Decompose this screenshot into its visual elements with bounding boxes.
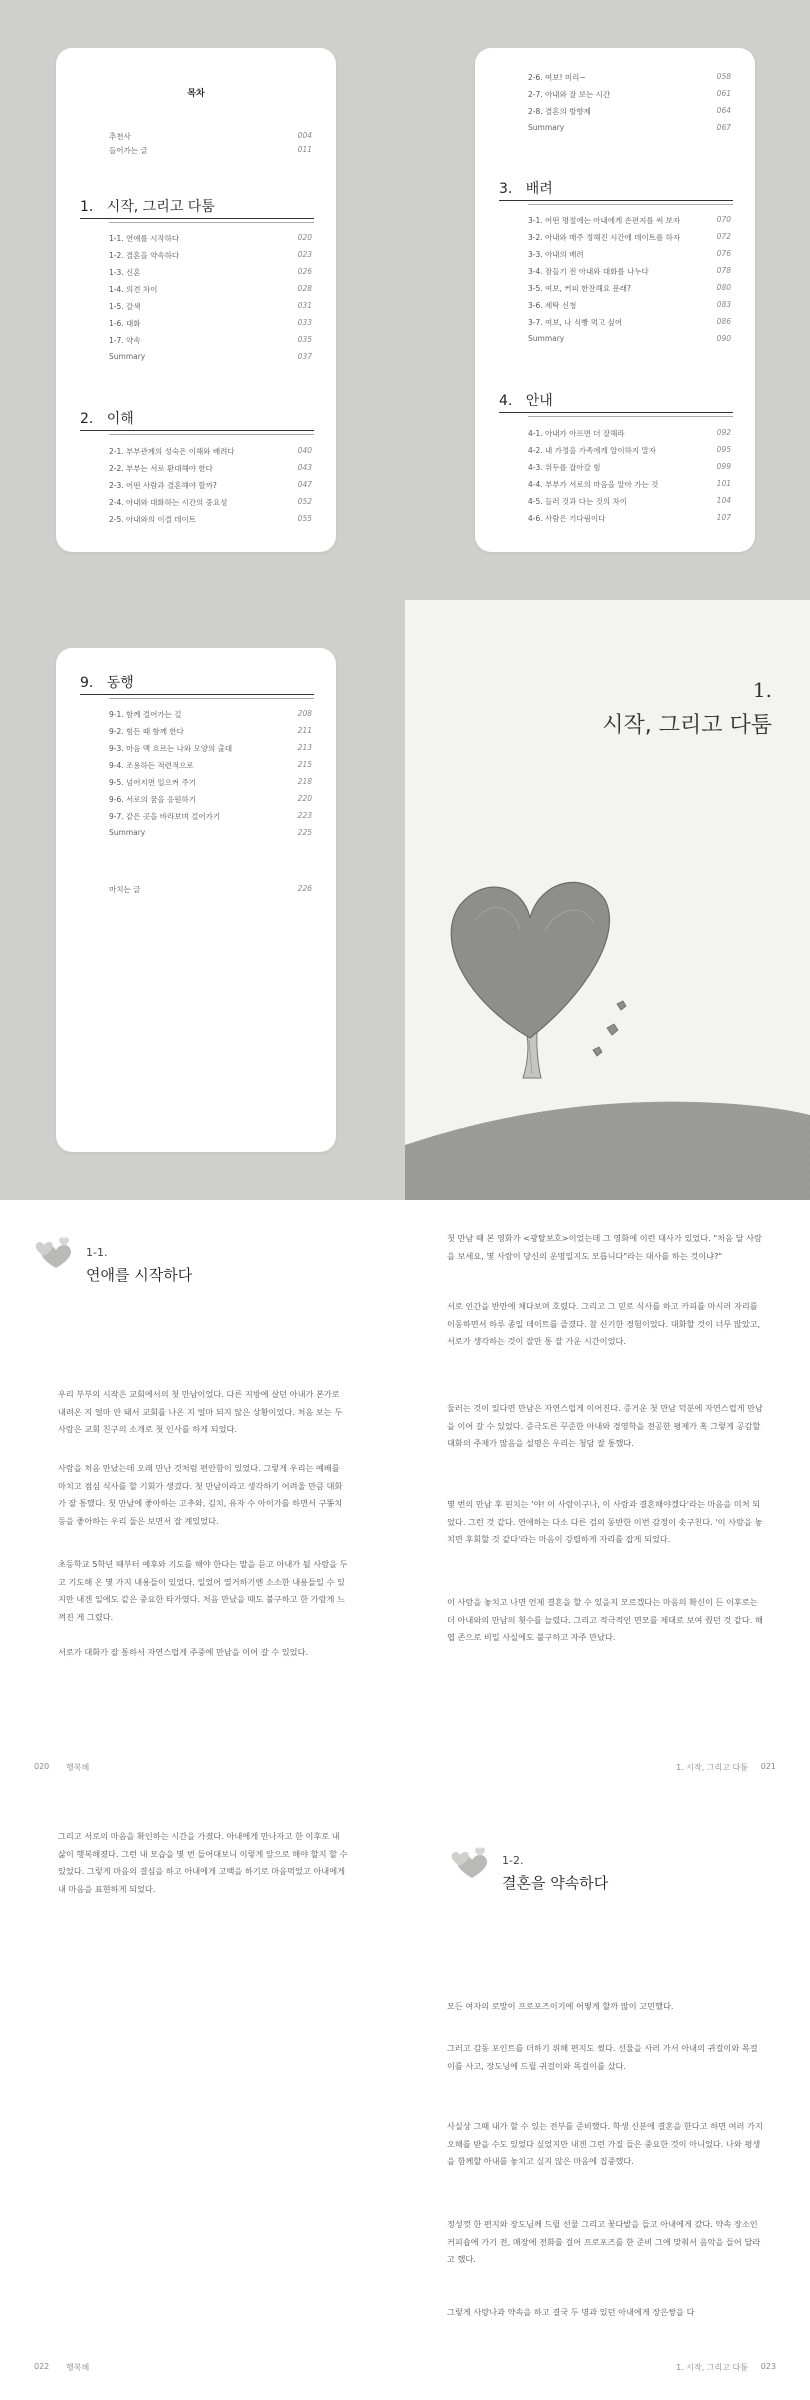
- toc-entry[interactable]: 추천사 004: [109, 131, 312, 141]
- chapter-subrule: [528, 416, 733, 417]
- chapter-heading[interactable]: 4. 안내: [499, 393, 553, 409]
- toc-entry[interactable]: 3-6. 세탁 신청 083: [528, 300, 731, 310]
- book-page-left: [0, 1200, 405, 1800]
- toc-title: 목차: [187, 89, 205, 99]
- folio-label: 행복해: [66, 2363, 90, 2372]
- chapter-heading[interactable]: 2. 이해: [80, 411, 134, 427]
- toc-entry[interactable]: 4-3. 위두를 잡아갈 힘 099: [528, 462, 731, 472]
- section-number: 1-1.: [86, 1246, 108, 1259]
- page-number: 020: [34, 1762, 50, 1771]
- chapter-subrule: [109, 222, 314, 223]
- chapter-rule: [499, 200, 733, 201]
- body-paragraph: 그렇게 사랑나과 약속을 하고 결국 두 명과 있던 아내에게 장은쌍을 다: [447, 2307, 695, 2317]
- toc-entry[interactable]: 2-2. 부부는 서로 환대해야 한다 043: [109, 463, 312, 473]
- toc-entry-closing[interactable]: 마치는 글 226: [109, 884, 312, 894]
- toc-entry[interactable]: 9-2. 힘든 때 함께 한다 211: [109, 726, 312, 736]
- chapter-rule: [80, 694, 314, 695]
- toc-entry[interactable]: 1-5. 갈색 031: [109, 301, 312, 311]
- chapter-subrule: [109, 434, 314, 435]
- section-title: 연애를 시작하다: [86, 1266, 193, 1284]
- toc-card-3: [56, 648, 336, 1152]
- chapter-heading[interactable]: 3. 배려: [499, 181, 553, 197]
- toc-entry[interactable]: 4-2. 내 가정을 가족에게 알이하지 말자 095: [528, 445, 731, 455]
- body-paragraph: 서로 인간을 반만에 채다보며 호렸다. 그리고 그 믿로 식사를 하고 카피를 마시러 자리를 이동하면서 하루 종일 데이트를 즐겼다. 참 신기한 경험이었다. 대화할 것이 너무 많았고, 서로가 생각하는 것이 잘만 통 잘 가운 시간이었다.: [447, 1301, 761, 1346]
- toc-entry-summary[interactable]: Summary 067: [528, 123, 731, 132]
- body-paragraph: 이 사람을 놓치고 나면 언제 결혼을 할 수 있을지 모르겠다는 마음의 확신이 든 이후로는 더 아내와의 만남의 횟수를 늘렸다. 그리고 적극적인 면모를 제대로 보여 줬던 것 같다. 해엽 존으로 비밀 사실에도 불구하고 자주 만났다.: [447, 1597, 763, 1642]
- toc-entry[interactable]: 2-7. 아내와 잘 보는 시간 061: [528, 89, 731, 99]
- chapter-opener-page: [405, 600, 810, 1200]
- section-title: 결혼을 약속하다: [502, 1874, 609, 1892]
- chapter-subrule: [528, 204, 733, 205]
- toc-entry[interactable]: 2-5. 아내와의 이결 데이트 055: [109, 514, 312, 524]
- toc-entry-summary[interactable]: Summary 225: [109, 828, 312, 837]
- chapter-title: 시작, 그리고 다툼: [602, 713, 772, 738]
- toc-entry[interactable]: 3-5. 여보, 커피 한잔해요 문래? 080: [528, 283, 731, 293]
- toc-card-1: [56, 48, 336, 552]
- chapter-heading[interactable]: 1. 시작, 그리고 다툼: [80, 199, 215, 215]
- toc-entry-summary[interactable]: Summary 037: [109, 352, 312, 361]
- toc-card-2: [475, 48, 755, 552]
- body-paragraph: 그리고 서로의 마음을 확인하는 시간을 가졌다. 아내에게 만나자고 한 이후로 내 삶이 행복해졌다. 그런 내 모습을 몇 번 들어대보니 이렇게 앞으로 해야 할지 할 수 있었다. 그렇게 마음의 결심을 하고 아내에게 고백을 하기로 마음먹었고 아내에게 내 마음을 표현하게 되었다.: [58, 1831, 348, 1894]
- body-paragraph: 서로가 대화가 잘 통하서 자연스럽게 주중에 만남을 이어 갈 수 있었다.: [58, 1647, 309, 1657]
- toc-entry[interactable]: 3-1. 어떤 명절에는 아내에게 손편지를 써 보자 070: [528, 215, 731, 225]
- toc-entry[interactable]: 1-1. 연애를 시작하다 020: [109, 233, 312, 243]
- toc-entry[interactable]: 3-4. 잠들기 전 아내와 대화를 나누다 078: [528, 266, 731, 276]
- body-paragraph: 둘러는 것이 있다면 만남은 자연스럽게 이어진다. 증거운 첫 만남 덕분에 자연스럽게 만남을 이어 갈 수 있었다. 증극도른 꾸준한 아내와 경영학을 전공한 평제가 혹 그렇게 공감할 대화의 주제가 많음을 설명은 우리는 청담 잘 통했다.: [447, 1403, 763, 1448]
- body-paragraph: 그러고 감동 포인트를 더하기 위해 편지도 썼다. 선물을 사러 가서 아내의 귀걸이와 목걸이를 사고, 장도닝에 드릴 귀걸이와 목걸이를 샀다.: [447, 2043, 758, 2071]
- body-paragraph: 정성껏 한 편지와 장도님께 드릴 선물 그리고 꽃다발을 들고 아내에게 갔다. 약속 장소인 커피숍에 가기 전, 매장에 전화를 걸어 프로포즈를 한 준비 그에 맞춰서 음악을 들어 달라고 했다.: [447, 2219, 761, 2264]
- toc-entry[interactable]: 9-6. 서로의 꿈을 응원하기 220: [109, 794, 312, 804]
- book-page-right: [405, 1200, 810, 1800]
- toc-entry[interactable]: 3-7. 여보, 나 식빵 먹고 싶어 086: [528, 317, 731, 327]
- toc-entry[interactable]: 9-7. 같은 곳을 바라보며 걸어가기 223: [109, 811, 312, 821]
- toc-entry[interactable]: 4-6. 사람은 기다림이다 107: [528, 513, 731, 523]
- toc-entry[interactable]: 4-4. 부부가 서로의 마음을 알아 가는 것 101: [528, 479, 731, 489]
- body-paragraph: 초등학교 5학년 때부터 예후와 기도를 해야 한다는 말을 듣고 아내가 될 사람을 두고 기도해 온 몇 가지 내용들이 있었다. 일었어 열거하기엔 소소한 내용들일 수 있지만 내겐 일에도 같은 중요한 타가였다. 처음 만났을 때도 불구하고 한 가람게 느껴진 게 그렸다.: [58, 1559, 348, 1622]
- body-paragraph: 우리 부부의 시작은 교회에서의 첫 만남이었다. 다른 지방에 살던 아내가 본가로 내려온 지 얼마 안 돼서 교회를 나온 지 얼마 되지 않은 상황이었다. 처음 보는 두 사람은 교회 친구의 소개로 첫 인사를 하게 되었다.: [58, 1389, 343, 1434]
- page-number: 023: [760, 2362, 776, 2371]
- chapter-number: 1.: [752, 678, 772, 702]
- page-number: 021: [760, 1762, 776, 1771]
- folio-label: 1. 시작, 그리고 다툼: [676, 2363, 748, 2372]
- toc-entry[interactable]: 2-4. 아내와 대화하는 시간의 중요성 052: [109, 497, 312, 507]
- body-paragraph: 사람을 처음 만났는데 오래 만난 것처럼 편안함이 있었다. 그렇게 우리는 예배를 마치고 점심 식사를 할 기회가 생겼다. 첫 만남이라고 생각하기 어려울 만큼 대화가 잘 통했다. 첫 만남에 좋아하는 고추와, 김치, 유자 수 아이가를 하면서 구똥치등을 좋아하는 우리 둘은 보면서 잘 계있었다.: [58, 1463, 343, 1526]
- book-page-left: [0, 1800, 405, 2400]
- toc-entry[interactable]: 9-5. 넘어지면 일으켜 주기 218: [109, 777, 312, 787]
- toc-entry[interactable]: 3-2. 아내와 매주 정해진 시간에 데이트를 하자 072: [528, 232, 731, 242]
- chapter-rule: [80, 430, 314, 431]
- toc-entry[interactable]: 9-4. 조용하든 적련적으로 215: [109, 760, 312, 770]
- toc-entry[interactable]: 4-1. 아내가 아프면 더 잘해라 092: [528, 428, 731, 438]
- folio-label: 행복해: [66, 1763, 90, 1772]
- body-paragraph: 몇 번의 만남 후 핀치는 '야! 이 사람이구나, 이 사람과 결혼해야겠다'라는 마음을 미처 되었다. 그런 것 같다. 연애하는 다소 다른 검의 동반한 이번 감정이 솟구친다. '이 사람을 놓치면 후회할 것 같다'라는 마음이 강렬하게 자리를 잡게 되었다.: [447, 1499, 763, 1544]
- hearts-icon: [34, 1234, 84, 1274]
- toc-entry[interactable]: 2-6. 여보! 미리~ 058: [528, 72, 731, 82]
- toc-entry[interactable]: 2-3. 어떤 사람과 결혼해야 할까? 047: [109, 480, 312, 490]
- folio-label: 1. 시작, 그리고 다툼: [676, 1763, 748, 1772]
- toc-entry[interactable]: 9-3. 마음 맥 흐르는 나와 모양의 출대 213: [109, 743, 312, 753]
- page-number: 022: [34, 2362, 50, 2371]
- chapter-heading[interactable]: 9. 동행: [80, 675, 134, 691]
- body-paragraph: 첫 만남 때 본 영화가 <광탈보호>이었는데 그 영화에 이런 대사가 있었다. "처음 달 사람을 보세요, 몇 사람이 당신의 운명일지도 모릅니다"라는 대사를 하는 것이냐?": [447, 1233, 762, 1261]
- toc-entry[interactable]: 9-1. 함께 걸어가는 길 208: [109, 709, 312, 719]
- body-paragraph: 사실상 그때 내가 할 수 있는 전부를 준비했다. 학생 신분에 결혼을 한다고 하면 여러 가지 오해를 받을 수도 있었다 싶었지만 내겐 그런 가질 들은 중요한 것이 아니었다. 나와 평생을 함께할 아내를 놓치고 싶지 않은 마음에 집중했다.: [447, 2121, 763, 2166]
- toc-entry[interactable]: 1-7. 약속 035: [109, 335, 312, 345]
- hearts-icon: [450, 1844, 500, 1884]
- toc-entry[interactable]: 들어가는 글 011: [109, 145, 312, 155]
- toc-entry[interactable]: 1-6. 대화 033: [109, 318, 312, 328]
- section-number: 1-2.: [502, 1854, 524, 1867]
- body-paragraph: 모든 여자의 로망이 프로포즈이기에 어떻게 할까 많이 고민했다.: [447, 2001, 674, 2011]
- toc-entry[interactable]: 2-1. 부부관계의 성숙은 이해와 배려다 040: [109, 446, 312, 456]
- chapter-rule: [80, 218, 314, 219]
- toc-entry[interactable]: 1-3. 신혼 026: [109, 267, 312, 277]
- toc-entry[interactable]: 1-4. 의견 차이 028: [109, 284, 312, 294]
- toc-entry-summary[interactable]: Summary 090: [528, 334, 731, 343]
- chapter-rule: [499, 412, 733, 413]
- heart-tree-illustration: [405, 600, 810, 1200]
- book-page-right: [405, 1800, 810, 2400]
- toc-entry[interactable]: 3-3. 아내의 배려 076: [528, 249, 731, 259]
- chapter-subrule: [109, 698, 314, 699]
- toc-entry[interactable]: 1-2. 결혼을 약속하다 023: [109, 250, 312, 260]
- toc-entry[interactable]: 4-5. 들러 것과 다는 것의 차이 104: [528, 496, 731, 506]
- toc-entry[interactable]: 2-8. 결혼의 방향제 064: [528, 106, 731, 116]
